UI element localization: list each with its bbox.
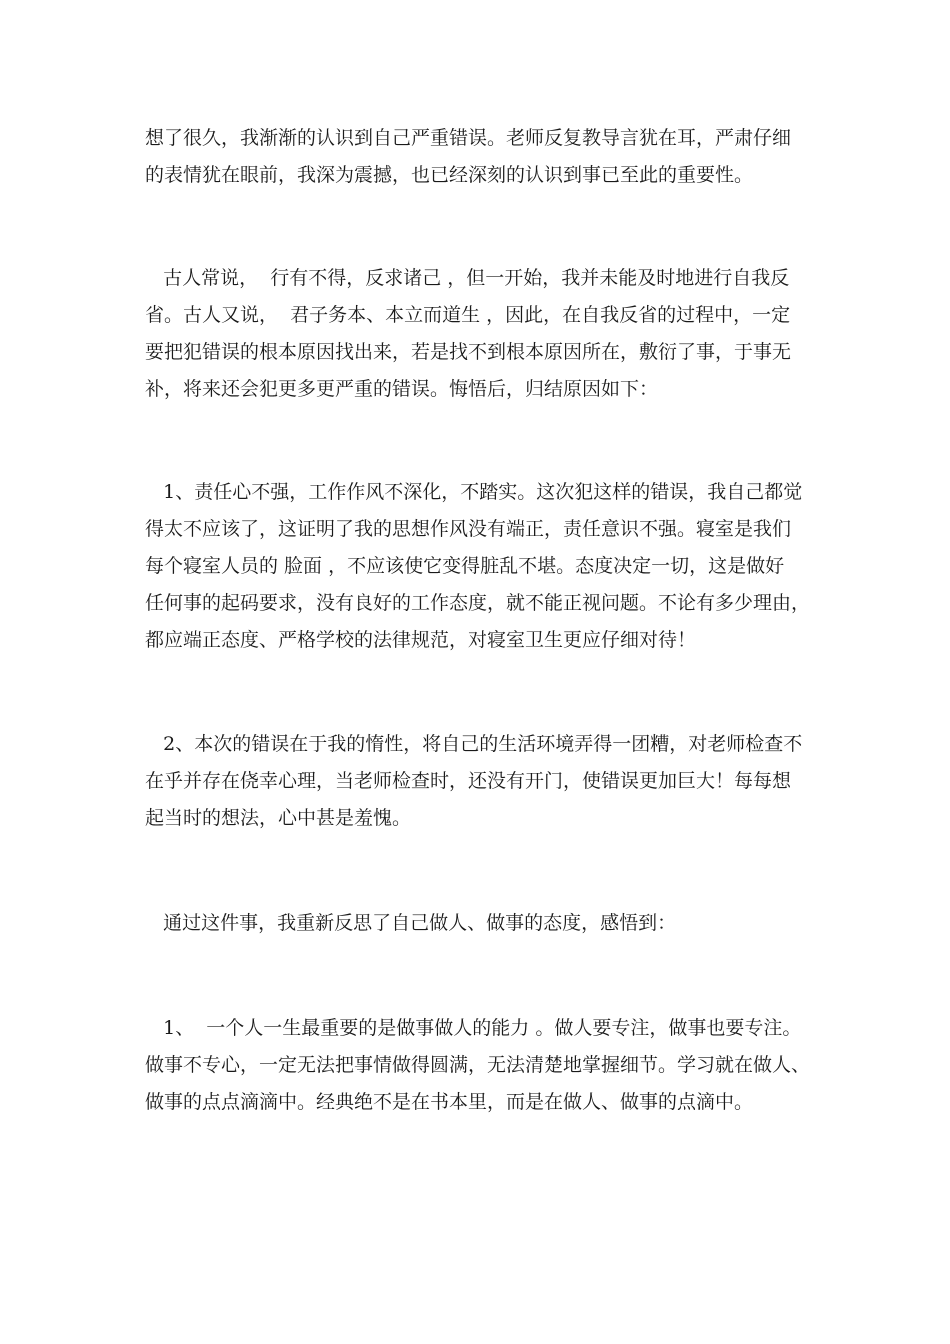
text-line: 想了很久，我渐渐的认识到自己严重错误。老师反复教导言犹在耳，严肃仔细 [145,127,792,149]
text-line: 补，将来还会犯更多更严重的错误。悔悟后，归结原因如下： [145,378,659,400]
text-line: 1、责任心不强，工作作风不深化，不踏实。这次犯这样的错误，我自己都觉 [145,481,803,503]
text-line: 任何事的起码要求，没有良好的工作态度，就不能正视问题。不论有多少理由， [145,592,811,614]
text-line: 做事不专心，一定无法把事情做得圆满，无法清楚地掌握细节。学习就在做人、 [145,1054,811,1076]
text-line: 在乎并存在侥幸心理，当老师检查时，还没有开门，使错误更加巨大！每每想 [145,770,792,792]
paragraph-reason-2 [145,726,815,837]
text-line: 要把犯错误的根本原因找出来，若是找不到根本原因所在，敷衍了事，于事无 [145,341,792,363]
text-line: 2、本次的错误在于我的惰性，将自己的生活环境弄得一团糟，对老师检查不 [145,733,803,755]
paragraph-reason-1 [145,474,815,659]
text-line: 省。古人又说， 君子务本、本立而道生 ，因此，在自我反省的过程中，一定 [145,304,791,326]
paragraph-insight-1 [145,1010,815,1121]
text-line: 通过这件事，我重新反思了自己做人、做事的态度，感悟到： [145,912,677,934]
paragraph-reflection [145,120,815,194]
text-line: 每个寝室人员的 脸面 ，不应该使它变得脏乱不堪。态度决定一切，这是做好 [145,555,785,577]
text-line: 1、 一个人一生最重要的是做事做人的能力 。做人要专注，做事也要专注。 [145,1017,802,1039]
text-line: 古人常说， 行有不得，反求诸己 ，但一开始，我并未能及时地进行自我反 [145,267,790,289]
paragraph-ancient-sayings [145,260,815,408]
text-line: 做事的点点滴滴中。经典绝不是在书本里，而是在做人、做事的点滴中。 [145,1091,754,1113]
paragraph-insight-intro [145,905,815,942]
text-line: 的表情犹在眼前，我深为震撼，也已经深刻的认识到事已至此的重要性。 [145,164,754,186]
text-line: 得太不应该了，这证明了我的思想作风没有端正，责任意识不强。寝室是我们 [145,518,792,540]
text-line: 起当时的想法，心中甚是羞愧。 [145,807,412,829]
text-line: 都应端正态度、严格学校的法律规范，对寝室卫生更应仔细对待！ [145,629,697,651]
